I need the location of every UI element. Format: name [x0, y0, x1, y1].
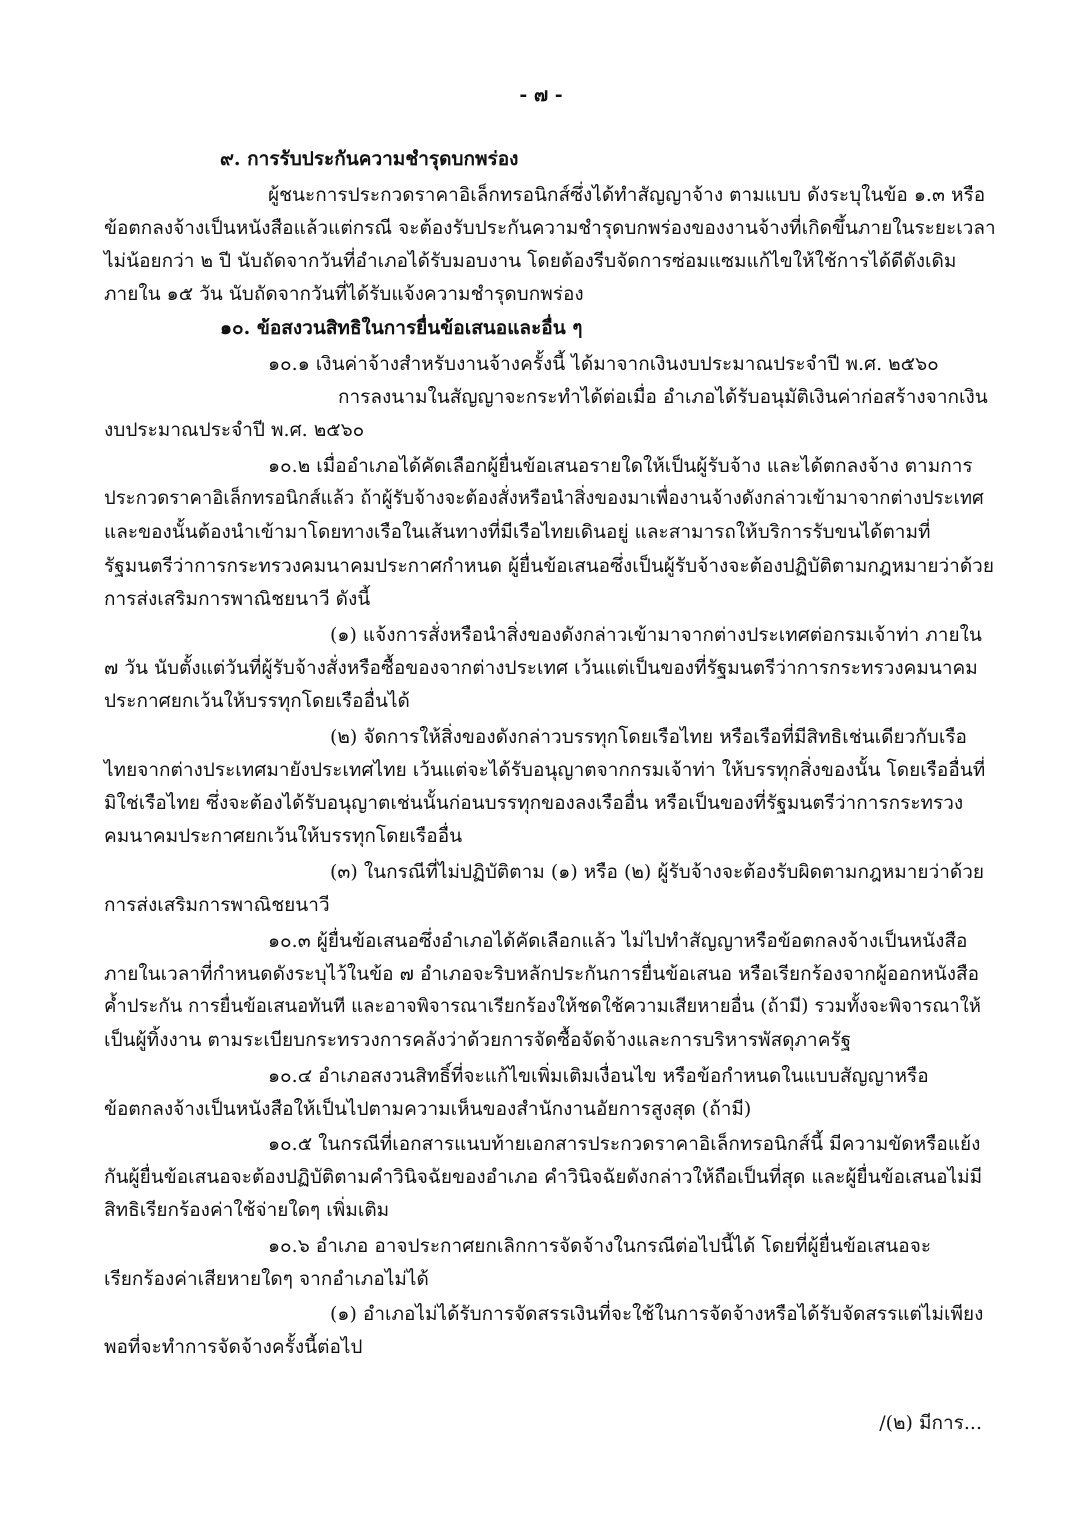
paragraph-line: ข้อตกลงจ้างเป็นหนังสือให้เป็นไปตามความเห็นของสำนักงานอัยการสูงสุด (ถ้ามี) — [104, 1098, 752, 1120]
paragraph-line: งบประมาณประจำปี พ.ศ. ๒๕๖๐ — [104, 419, 365, 441]
continuation-note: /(๒) มีการ... — [879, 1412, 982, 1434]
paragraph-line: ไม่น้อยกว่า ๒ ปี นับถัดจากวันที่อำเภอได้รับมอบงาน โดยต้องรีบจัดการซ่อมแซมแก้ไขให้ใช้การได้ดีดังเดิม — [104, 250, 957, 272]
paragraph-line: เรียกร้องค่าเสียหายใดๆ จากอำเภอไม่ได้ — [104, 1268, 429, 1290]
paragraph-line: (๑) อำเภอไม่ได้รับการจัดสรรเงินที่จะใช้ในการจัดจ้างหรือได้รับจัดสรรแต่ไม่เพียง — [330, 1303, 984, 1325]
paragraph-line: ๑๐.๒ เมื่ออำเภอได้คัดเลือกผู้ยื่นข้อเสนอรายใดให้เป็นผู้รับจ้าง และได้ตกลงจ้าง ตามการ — [268, 455, 973, 477]
paragraph-line: ภายในเวลาที่กำหนดดังระบุไว้ในข้อ ๗ อำเภอจะริบหลักประกันการยื่นข้อเสนอ หรือเรียกร้องจากผู้ออกหนังสือ — [104, 963, 980, 985]
paragraph-line: ๑๐.๔ อำเภอสงวนสิทธิ์ที่จะแก้ไขเพิ่มเติมเงื่อนไข หรือข้อกำหนดในแบบสัญญาหรือ — [268, 1065, 929, 1087]
paragraph-line: เป็นผู้ทิ้งงาน ตามระเบียบกระทรวงการคลังว่าด้วยการจัดซื้อจัดจ้างและการบริหารพัสดุภาครัฐ — [104, 1029, 852, 1051]
paragraph-line: ประกวดราคาอิเล็กทรอนิกส์แล้ว ถ้าผู้รับจ้างจะต้องสั่งหรือนำสิ่งของมาเพื่องานจ้างดังกล่าวเข้ามาจากต่างประเทศ — [104, 488, 984, 509]
paragraph-line: ภายใน ๑๕ วัน นับถัดจากวันที่ได้รับแจ้งความชำรุดบกพร่อง — [104, 283, 584, 305]
paragraph-line: ผู้ชนะการประกวดราคาอิเล็กทรอนิกส์ซึ่งได้ทำสัญญาจ้าง ตามแบบ ดังระบุในข้อ ๑.๓ หรือ — [268, 184, 986, 206]
page-number: - ๗ - — [519, 84, 563, 106]
paragraph-line: (๒) จัดการให้สิ่งของดังกล่าวบรรทุกโดยเรือไทย หรือเรือที่มีสิทธิเช่นเดียวกับเรือ — [330, 726, 967, 748]
paragraph-line: ๑๐.๖ อำเภอ อาจประกาศยกเลิกการจัดจ้างในกรณีต่อไปนี้ได้ โดยที่ผู้ยื่นข้อเสนอจะ — [268, 1235, 932, 1257]
paragraph-line: (๓) ในกรณีที่ไม่ปฏิบัติตาม (๑) หรือ (๒) ผู้รับจ้างจะต้องรับผิดตามกฎหมายว่าด้วย — [330, 861, 985, 883]
paragraph-line: รัฐมนตรีว่าการกระทรวงคมนาคมประกาศกำหนด ผู้ยื่นข้อเสนอซึ่งเป็นผู้รับจ้างจะต้องปฏิบัติตามกฎหมายว่าด้วย — [104, 555, 994, 577]
section-10-heading: ๑๐. ข้อสงวนสิทธิในการยื่นข้อเสนอและอื่น ๆ — [220, 317, 583, 339]
paragraph-line: พอที่จะทำการจัดจ้างครั้งนี้ต่อไป — [104, 1336, 363, 1358]
paragraph-line: ข้อตกลงจ้างเป็นหนังสือแล้วแต่กรณี จะต้องรับประกันความชำรุดบกพร่องของงานจ้างที่เกิดขึ้นภายในระยะเวลา — [104, 217, 996, 239]
paragraph-line: ๑๐.๓ ผู้ยื่นข้อเสนอซึ่งอำเภอได้คัดเลือกแล้ว ไม่ไปทำสัญญาหรือข้อตกลงจ้างเป็นหนังสือ — [268, 930, 968, 952]
paragraph-line: การส่งเสริมการพาณิชยนาวี — [104, 894, 330, 916]
paragraph-line: ๑๐.๑ เงินค่าจ้างสำหรับงานจ้างครั้งนี้ ได้มาจากเงินงบประมาณประจำปี พ.ศ. ๒๕๖๐ — [268, 353, 939, 375]
paragraph-line: ๗ วัน นับตั้งแต่วันที่ผู้รับจ้างสั่งหรือซื้อของจากต่างประเทศ เว้นแต่เป็นของที่รัฐมนตรีว่าการกระทรวงคมนาคม — [104, 657, 978, 679]
paragraph-line: ประกาศยกเว้นให้บรรทุกโดยเรืออื่นได้ — [104, 690, 410, 712]
paragraph-line: มิใช่เรือไทย ซึ่งจะต้องได้รับอนุญาตเช่นนั้นก่อนบรรทุกของลงเรืออื่น หรือเป็นของที่รัฐมนตรีว่าการกระทรวง — [104, 792, 964, 814]
paragraph-line: การส่งเสริมการพาณิชยนาวี ดังนี้ — [104, 588, 371, 610]
paragraph-line: สิทธิเรียกร้องค่าใช้จ่ายใดๆ เพิ่มเติม — [104, 1199, 390, 1221]
section-9-heading: ๙. การรับประกันความชำรุดบกพร่อง — [220, 148, 519, 170]
paragraph-line: กันผู้ยื่นข้อเสนอจะต้องปฏิบัติตามคำวินิจฉัยของอำเภอ คำวินิจฉัยดังกล่าวให้ถือเป็นที่สุด และผู้ยื่นข้อเสนอไม่มี — [104, 1166, 983, 1188]
paragraph-line: คมนาคมประกาศยกเว้นให้บรรทุกโดยเรืออื่น — [104, 825, 463, 847]
paragraph-line: และของนั้นต้องนำเข้ามาโดยทางเรือในเส้นทางที่มีเรือไทยเดินอยู่ และสามารถให้บริการรับขนได้ตามที่ — [104, 521, 931, 543]
paragraph-line: ไทยจากต่างประเทศมายังประเทศไทย เว้นแต่จะได้รับอนุญาตจากกรมเจ้าท่า ให้บรรทุกสิ่งของนั้น โดยเรืออื่นที่ — [104, 759, 986, 781]
paragraph-line: การลงนามในสัญญาจะกระทำได้ต่อเมื่อ อำเภอได้รับอนุมัติเงินค่าก่อสร้างจากเงิน — [338, 386, 988, 408]
paragraph-line: (๑) แจ้งการสั่งหรือนำสิ่งของดังกล่าวเข้ามาจากต่างประเทศต่อกรมเจ้าท่า ภายใน — [330, 624, 982, 646]
paragraph-line: ๑๐.๕ ในกรณีที่เอกสารแนบท้ายเอกสารประกวดราคาอิเล็กทรอนิกส์นี้ มีความขัดหรือแย้ง — [268, 1133, 981, 1155]
paragraph-line: ค้ำประกัน การยื่นข้อเสนอทันที และอาจพิจารณาเรียกร้องให้ชดใช้ความเสียหายอื่น (ถ้ามี) รวมทั้งจะพิจารณาให้ — [104, 996, 982, 1017]
